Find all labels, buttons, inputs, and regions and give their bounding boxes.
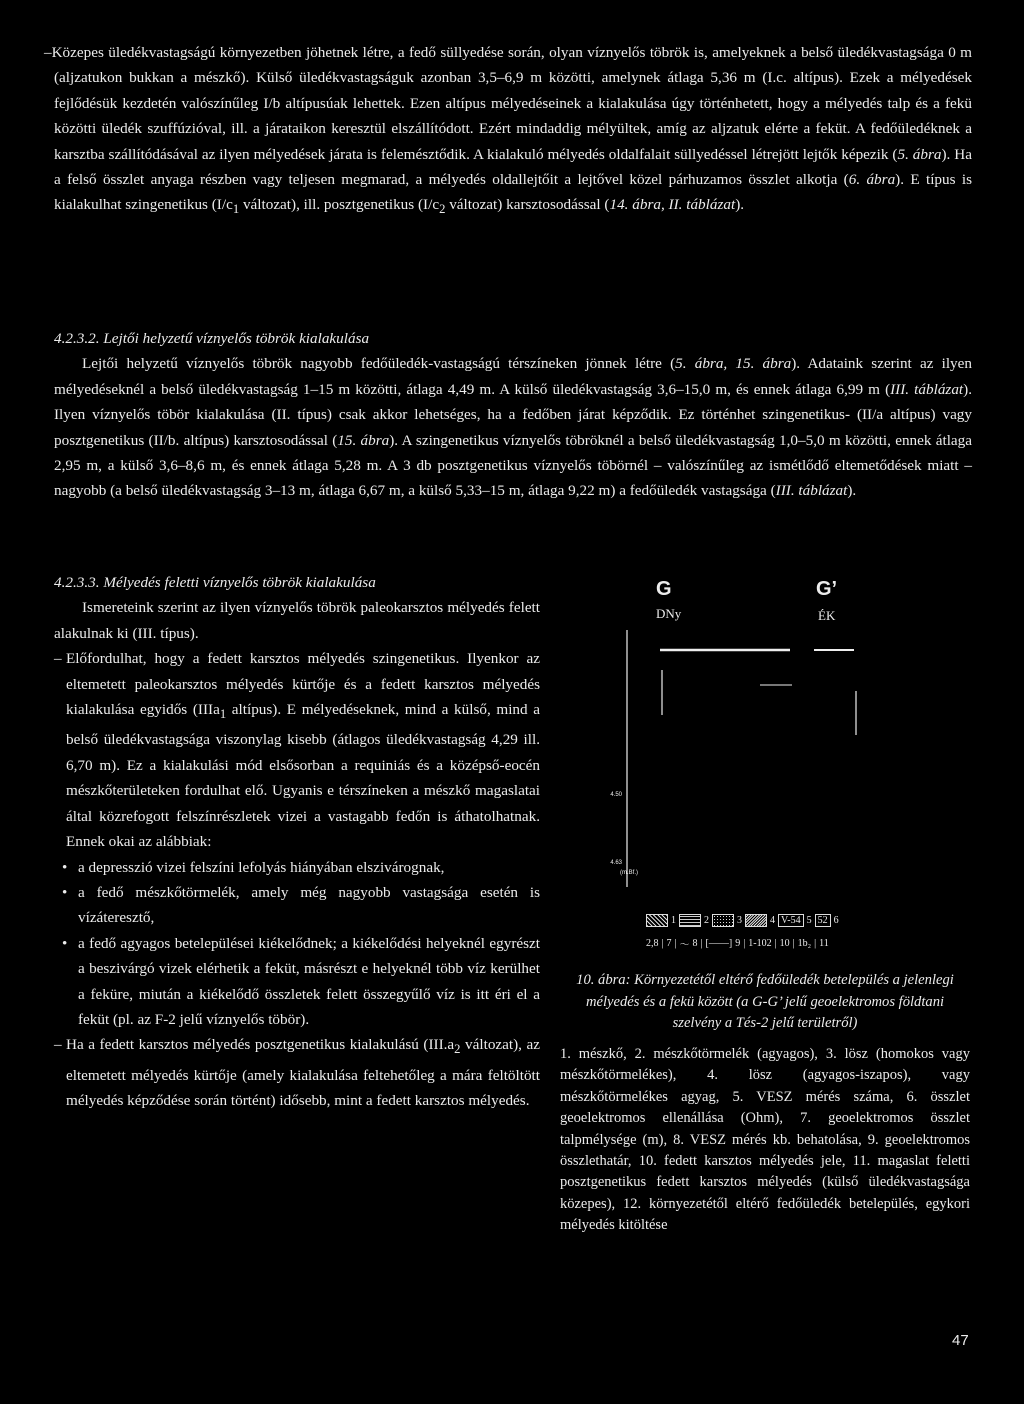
resistance-label: 52 xyxy=(815,914,831,927)
figure-direction-right: ÉK xyxy=(818,608,836,623)
para1-text-a: Közepes üledékvastagságú környezetben jöhetnek létre, a fedő süllyedése során, olyan víznyelős töbrök is, amelyeknek a belső üledékvastagsága 0 m (aljzatukon bukkan a mészkő). Külső üledékvastagságuk azonban 3,5–6,9 m közötti, amelynek átlaga 5,36 m (I.c. altípus). Ezek a mélyedések fejlődésük kezdetén valószínűleg I/b altípusúak lehettek. Ezen altípus mélyedéseinek a kialakulása úgy történhetett, hogy a mélyedés talp és a fekü közötti üledék szuffúzióval, ill. a járataikon keresztül elszállítódott. Ezért mindaddig mélyültek, amíg az aljzatuk elérte a feküt. A fedőüledéknek a karsztba szállítódásával az ilyen mélyedések járata is felemésztődik. A kialakuló mélyedés oldalfalait süllyedéssel létrejött lejtők képezik ( xyxy=(51,44,972,163)
bullet-item: • a depresszió vizei felszíni lefolyás hiányában elszivárognak, xyxy=(54,855,540,880)
para1-ref-b: 6. ábra xyxy=(848,171,896,189)
margin-dash: – xyxy=(44,44,52,61)
geoelectric-section-diagram xyxy=(560,625,970,895)
para1-text-c: ). E típus is kialakulhat szingenetikus (I/c xyxy=(54,171,972,214)
section-heading-2: 4.2.3.2. Lejtői helyzetű víznyelős töbrök kialakulása xyxy=(54,330,370,347)
para1-sub-c: 1 xyxy=(232,202,240,217)
bullet-item: • a fedő mészkőtörmelék, amely még nagyobb vastagsága esetén is vízáteresztő, xyxy=(54,880,540,931)
sec2-text-d: ). A szingenetikus víznyelős töbröknél a belső üledékvastagság 1,0–5,0 m közötti, ennek átlaga 2,95 m, a külső 3,6–8,6 m, és ennek átlaga 5,28 m. A 3 db posztgenetikus víznyelős töbörnél – valószínűleg az ismétlődő eltemetődések miatt – nagyobb (a belső üledékvastagság 3–13 m, átlaga 6,67 m, a külső 5,33–15 m, átlaga 9,22 m) a fedőüledék vastagsága ( xyxy=(54,431,973,500)
para1-text-f: ). xyxy=(735,196,745,214)
depth-mark-3: (m.Bf.) xyxy=(620,870,638,876)
section-lejtoi xyxy=(54,326,972,504)
sec3-dash-item-2: – Ha a fedett karsztos mélyedés posztgenetikus kialakulású ($III.a_2$ változat), az eltemetett mélyedés kürtője (amely kialakulása feltehetőleg a mára feltöltött mélyedés képződése során történt) idősebb, mint a fedett karsztos mélyedés. xyxy=(54,1036,540,1110)
boundary-symbol: ～ xyxy=(679,940,690,951)
depth-mark-1: 4.50 xyxy=(610,792,622,798)
figure-legend-text: 1. mészkő, 2. mészkőtörmelék (agyagos), 3. lösz (homokos vagy mészkőtörmelékes), 4. lösz (agyagos-iszapos), vagy mészkőtörmelékes agyag, 5. VESZ mérés száma, 6. összlet geoelektromos ellenállása (Ohm), 7. geoelektromos összlet talpmélysége (m), 8. VESZ mérés kb. behatolása, 9. geoelektromos összlethatár, 10. fedett karsztos mélyedés jele, 11. magaslat feletti posztgenetikus fedett karsztos mélyedés (külső üledékvastagsága közepes), 12. környezetétől eltérő fedőüledék betelepülés, egykori mélyedés kitöltése xyxy=(560,1046,970,1234)
para1-text-d: változat), ill. posztgenetikus (I/c xyxy=(239,196,440,214)
sec2-text-e: ). xyxy=(847,482,857,500)
section-melyedes-feletti xyxy=(54,570,540,1114)
para1-ref-e: 14. ábra, II. táblázat xyxy=(609,196,736,214)
figure-direction-left: DNy xyxy=(656,606,682,621)
loess-sandy-swatch xyxy=(712,914,734,927)
loess-clayey-swatch xyxy=(745,914,767,927)
figure-caption: 10. ábra: Környezetétől eltérő fedőüledék betelepülés a jelenlegi mélyedés és a fekü között (a G-G’ jelű geoelektromos földtani szelvény a Tés-2 jelű területről) xyxy=(576,972,954,1031)
vesz-label: V-54 xyxy=(778,914,804,927)
intro-paragraph xyxy=(44,40,972,223)
section-heading-3: 4.2.3.3. Mélyedés feletti víznyelős töbrök kialakulása xyxy=(54,574,376,591)
figure-label-left: G xyxy=(656,578,672,600)
sec3-intro: Ismereteink szerint az ilyen víznyelős töbrök paleokarsztos mélyedés felett alakulnak ki (III. típus). xyxy=(54,599,540,642)
figure-10 xyxy=(560,570,970,1234)
limestone-debris-swatch xyxy=(679,914,701,927)
bullet-item: • a fedő agyagos betelepülései kiékelődnek; a kiékelődési helyeknél egyrészt a beszivárgó vizek elérhetik a feküt, másrészt e helyeknél több víz kerülhet a feküre, miután a kiékelődő összletek felett összegyűlő víz is itt éri el a feküt (pl. az F-2 jelű víznyelős töbör). xyxy=(54,931,540,1033)
legend-symbols-row-2: 2,8 | 7 | ～ 8 | [——] 9 | 1-102 | 10 | 1b₂ | 11 xyxy=(646,938,829,951)
sec2-ref-d: III. táblázat xyxy=(775,482,848,500)
sec2-text-c: ). Ilyen víznyelős töbör kialakulása (II. típus) csak akkor lehetséges, ha a fedőben járat képződik. Ez történhet szingenetikus- (II/a altípus) vagy posztgenetikus (II/b. altípus) karsztosodással ( xyxy=(54,380,972,449)
depth-mark-2: 4.63 xyxy=(610,860,622,866)
sec2-ref-c: 15. ábra xyxy=(337,431,390,449)
legend-symbols-row-1: 1 2 3 4 V-54 5 52 6 xyxy=(646,914,839,927)
sec2-ref-a: 5. ábra, 15. ábra xyxy=(675,355,792,373)
para1-sub-d: 2 xyxy=(439,202,446,217)
sec3-bullet-list xyxy=(54,855,540,1033)
para1-ref-a: 5. ábra xyxy=(897,145,942,163)
figure-label-right: G’ xyxy=(816,578,838,600)
page-number: 47 xyxy=(952,1332,969,1349)
para1-text-e: változat) karsztosodással ( xyxy=(445,196,610,214)
para1-text-b: ). Ha a felső összlet anyaga részben vagy teljesen megmarad, a mélyedés oldallejtőit a lejtővel közel párhuzamos összlet alkotja ( xyxy=(54,145,972,189)
bracket-symbol: [——] xyxy=(705,938,733,949)
sec2-text-b: ). Adataink szerint az ilyen mélyedéseknél a belső üledékvastagság 1–15 m közötti, átlaga 4,49 m. A külső üledékvastagság 3,6–15,0 m, és ennek átlaga 6,99 m ( xyxy=(54,355,972,398)
limestone-swatch xyxy=(646,914,668,927)
sec3-dash-item-1: – Előfordulhat, hogy a fedett karsztos mélyedés szingenetikus. Ilyenkor az eltemetett paleokarsztos mélyedés kürtője és a fedett karsztos mélyedés kialakulása egyidős (IIIa$_1$ altípus). E mélyedéseknek, mind a külső, mind a belső üledékvastagsága viszonylag kisebb (átlagos üledékvastagság 4,29 ill. 6,70 m). Ez a kialakulási mód elsősorban a requiniás és a középső-eocén mészkőterületeken fordulhat elő. Ugyanis e térszíneken a mészkő magaslatai által közrefogott felszínrészletek vizei a vastagabb fedőn is áthatolhatnak. Ennek okai az alábbiak: xyxy=(54,650,540,851)
sec2-text-a: Lejtői helyzetű víznyelős töbrök nagyobb fedőüledék-vastagságú térszíneken jönnek létre ( xyxy=(82,355,676,373)
sec2-ref-b: III. táblázat xyxy=(890,380,964,398)
